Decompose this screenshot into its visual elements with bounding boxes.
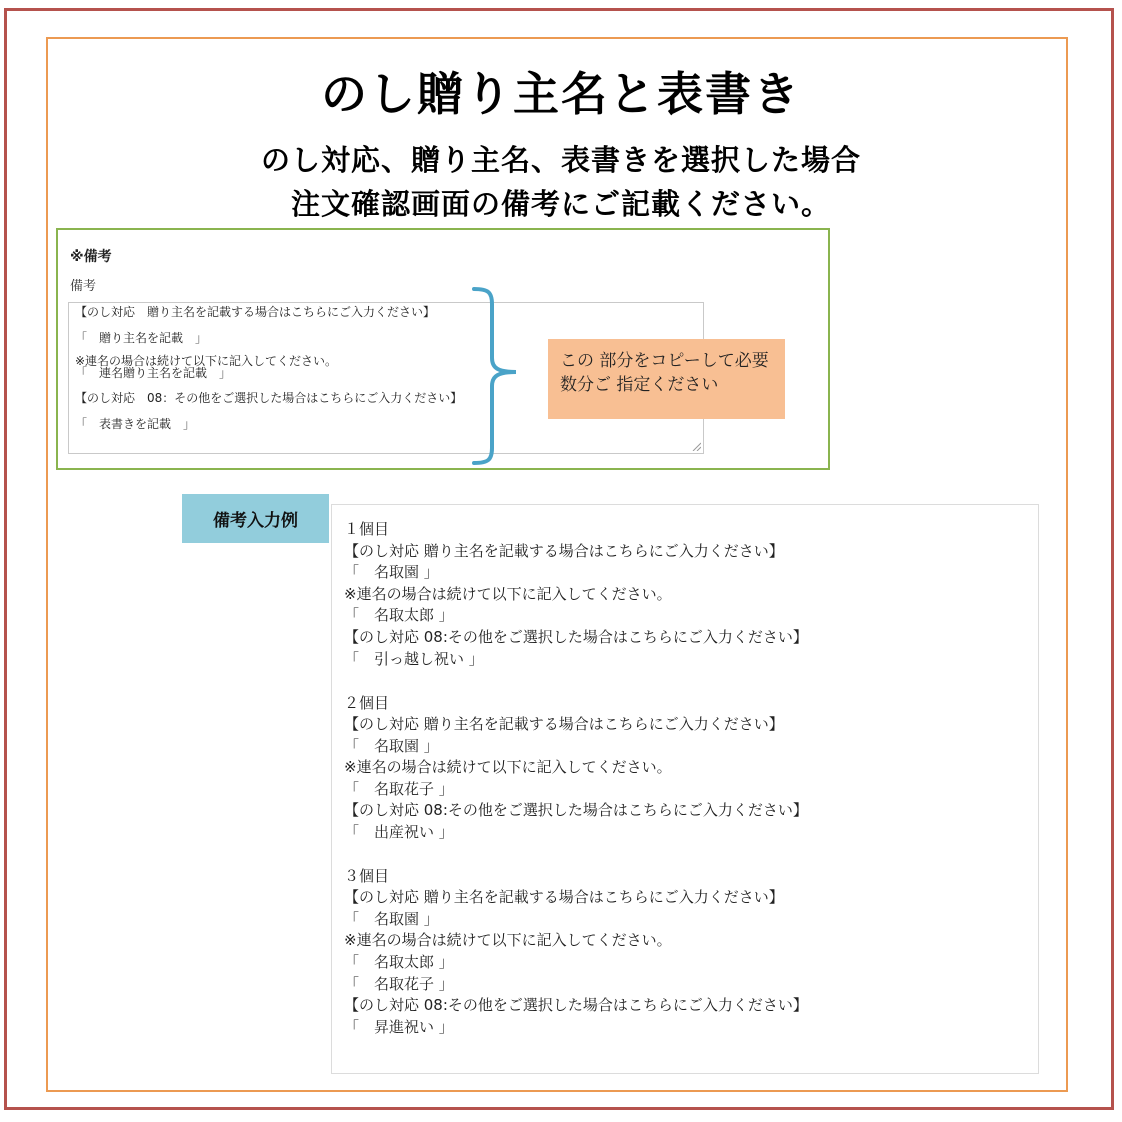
textarea-line: 「 表書きを記載 」 (75, 417, 196, 431)
textarea-line: 「 贈り主名を記載 」 (75, 331, 208, 345)
textarea-line: 「 連名贈り主名を記載 」 (75, 366, 232, 380)
example-line: 【のし対応 08:その他をご選択した場合はこちらにご入力ください】 (344, 996, 808, 1014)
example-line: １個目 (344, 520, 390, 538)
example-line: ※連名の場合は続けて以下に記入してください。 (344, 585, 672, 603)
remarks-label: 備考 (70, 279, 97, 294)
callout-line-2: 数分ご 指定ください (560, 375, 719, 395)
example-line: 「 名取花子 」 (344, 780, 454, 798)
example-line: 【のし対応 08:その他をご選択した場合はこちらにご入力ください】 (344, 801, 808, 819)
example-line: 「 名取園 」 (344, 737, 439, 755)
subtitle-line-1: のし対応、贈り主名、表書きを選択した場合 (260, 143, 861, 177)
example-line: ※連名の場合は続けて以下に記入してください。 (344, 758, 672, 776)
textarea-line: 【のし対応 贈り主名を記載する場合はこちらにご入力ください】 (75, 305, 436, 319)
example-line: 【のし対応 贈り主名を記載する場合はこちらにご入力ください】 (344, 542, 784, 560)
example-line: ３個目 (344, 867, 390, 885)
example-line: 【のし対応 08:その他をご選択した場合はこちらにご入力ください】 (344, 628, 808, 646)
example-line: 「 名取太郎 」 (344, 953, 454, 971)
example-line: 「 名取太郎 」 (344, 606, 454, 624)
example-line: 「 名取花子 」 (344, 975, 454, 993)
subtitle-line-2: 注文確認画面の備考にご記載ください。 (290, 187, 831, 221)
example-line: 「 名取園 」 (344, 563, 439, 581)
curly-brace-icon (468, 286, 524, 466)
example-line: 「 名取園 」 (344, 910, 439, 928)
page-title: のし贈り主名と表書き (321, 67, 801, 121)
example-line: ※連名の場合は続けて以下に記入してください。 (344, 931, 672, 949)
example-line: 【のし対応 贈り主名を記載する場合はこちらにご入力ください】 (344, 715, 784, 733)
example-line: 「 昇進祝い 」 (344, 1018, 454, 1036)
remarks-heading: ※備考 (70, 249, 112, 265)
callout-line-1: この 部分をコピーして必要 (560, 351, 769, 371)
example-line: 【のし対応 贈り主名を記載する場合はこちらにご入力ください】 (344, 888, 784, 906)
resize-grip-icon[interactable] (691, 441, 701, 451)
copy-instruction-callout (548, 339, 785, 419)
example-line: ２個目 (344, 694, 390, 712)
example-box (331, 504, 1039, 1074)
textarea-line: 【のし対応 08：その他をご選択した場合はこちらにご入力ください】 (75, 391, 463, 405)
example-line: 「 引っ越し祝い 」 (344, 650, 484, 668)
example-label: 備考入力例 (182, 494, 329, 543)
example-line: 「 出産祝い 」 (344, 823, 454, 841)
textarea-line: ※連名の場合は続けて以下に記入してください。 (75, 354, 338, 368)
